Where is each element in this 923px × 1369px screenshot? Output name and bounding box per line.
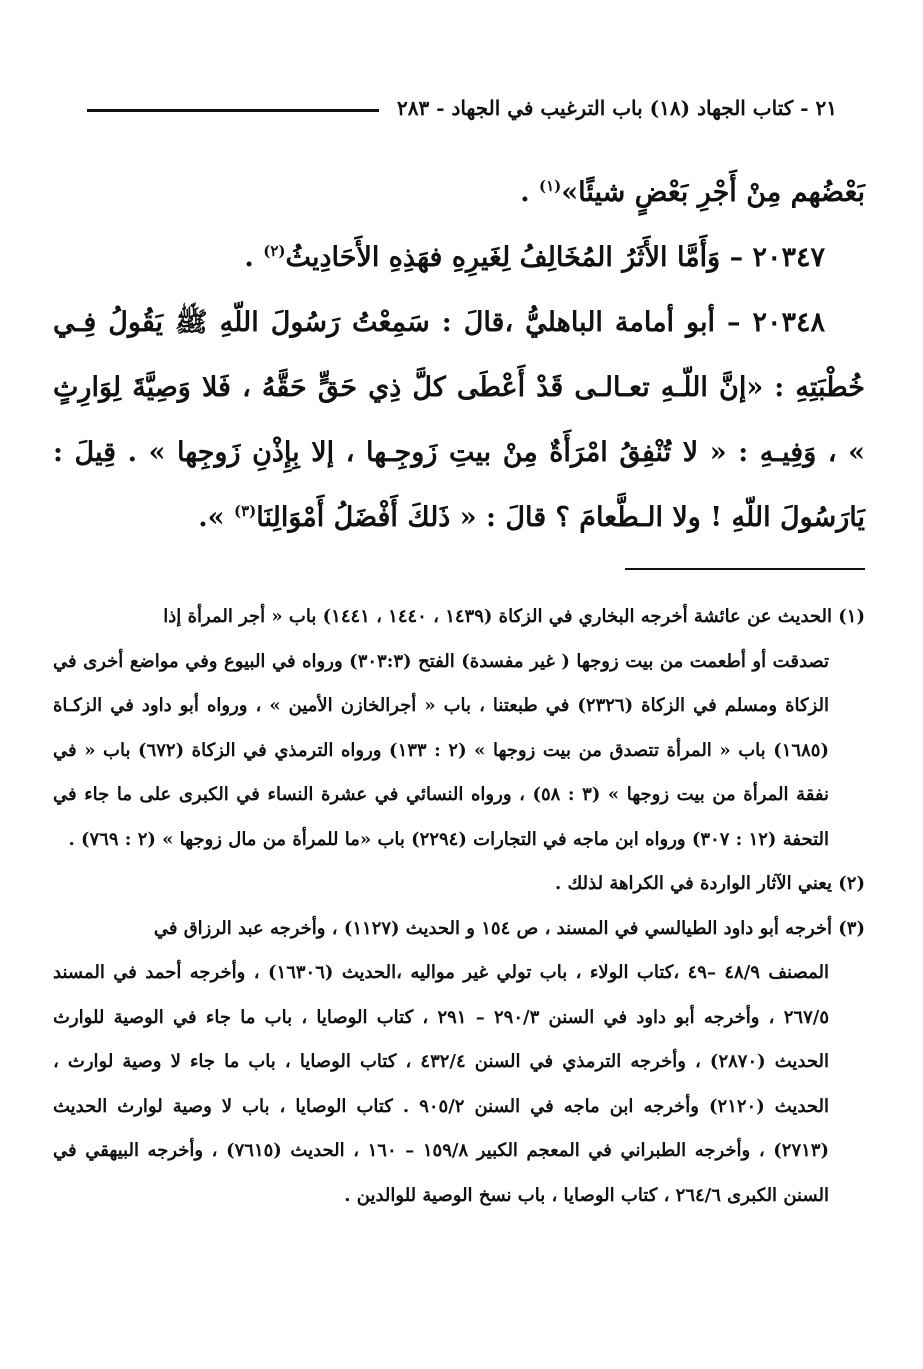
- hadith-2348-end: ».: [198, 502, 234, 533]
- footnote-2: (٢) يعني الآثار الواردة في الكراهة لذلك .: [554, 873, 865, 894]
- footnote-3-rest: المصنف ٤٨/٩ –٤٩ ،كتاب الولاء ، باب تولي غير مواليه ،الحديث (١٦٣٠٦) ، وأخرجه أحمد في المسند ٢٦٧/٥ ، وأخرجه أبو داود في السنن ٢٩٠/٣ – ٢٩١ ، كتاب الوصايا ، باب ما جاء في الوصية للوارث الحديث (٢٨٧٠) ، وأخرجه الترمذي في السنن ٤٣٢/٤ ، كتاب الوصايا ، باب ما جاء لا وصية لوارث ، الحديث (٢١٢٠) وأخرجه ابن ماجه في السنن ٩٠٥/٢ . كتاب الوصايا ، باب لا وصية لوارث الحديث (٢٧١٣) ، وأخرجه الطبراني في المعجم الكبير ١٥٩/٨ – ١٦٠ ، الحديث (٧٦١٥) ، وأخرجه البيهقي في السنن الكبرى ٢٦٤/٦ ، كتاب الوصايا ، باب نسخ الوصية للوالدين .: [53, 962, 829, 1206]
- main-text: [53, 160, 865, 550]
- footnote-1-first: (١) الحديث عن عائشة أخرجه البخاري في الزكاة (١٤٣٩ ، ١٤٤٠ ، ١٤٤١) باب « أجر المرأة إذا: [163, 606, 865, 627]
- footnote-ref-1: (١): [539, 177, 562, 195]
- footnotes: [53, 595, 865, 1218]
- hadith-2347-text: ٢٠٣٤٧ – وَأَمَّا الأَثَرُ المُخَالِفُ لِغَيرِهِ فهَذِهِ الأَحَادِيثُ: [285, 242, 825, 273]
- hadith-2347: [53, 225, 865, 290]
- header-rule: [87, 109, 379, 112]
- continued-text: بَعْضُهم مِنْ أَجْرِ بَعْضٍ شيئًا»: [561, 177, 865, 208]
- footnote-ref-2: (٢): [263, 242, 286, 260]
- hadith-2348-text: ٢٠٣٤٨ – أبو أمامة الباهليُّ ،قالَ : سَمِعْتُ رَسُولَ اللّهِ ﷺ يَقُولُ فِـي خُطْبَتِهِ : «إنَّ اللّـهِ تعـالـى قَدْ أَعْطَى كلَّ ذِي حَقٍّ حَقَّهُ ، فَلا وَصِيَّةَ لِوَارِثٍ » ، وَفِيـهِ : « لا تُنْفِقُ امْرَأَةٌ مِنْ بيتِ زَوجِـها ، إلا بِإِذْنِ زَوجِها » . قِيلَ : يَارَسُولَ اللّهِ ! ولا الـطَّعامَ ؟ قالَ : « ذَلكَ أَفْضَلُ أَمْوَالِنَا: [53, 307, 865, 533]
- footnote-separator: [625, 568, 865, 570]
- footnote-1-rest: تصدقت أو أطعمت من بيت زوجها ( غير مفسدة) الفتح (٣٠٣:٣) ورواه في البيوع وفي مواضع أخرى في الزكاة ومسلم في الزكاة (٢٣٢٦) في طبعتنا ، باب « أجرالخازن الأمين » ، ورواه أبو داود في الزكـاة (١٦٨٥) باب « المرأة تتصدق من بيت زوجها » (٢ : ١٣٣) ورواه الترمذي في الزكاة (٦٧٢) باب « في نفقة المرأة من بيت زوجها » (٣ : ٥٨) ، ورواه النسائي في عشرة النساء في الكبرى على ما جاء في التحفة (١٢ : ٣٠٧) ورواه ابن ماجه في التجارات (٢٢٩٤) باب «ما للمرأة من مال زوجها » (٢ : ٧٦٩) .: [53, 650, 830, 850]
- running-header: [87, 88, 837, 128]
- footnote-ref-3: (٣): [233, 502, 257, 520]
- continued-end: .: [520, 177, 539, 208]
- header-title: ٢١ - كتاب الجهاد (١٨) باب الترغيب في الجهاد - ٢٨٣: [397, 96, 837, 120]
- hadith-2347-end: .: [244, 242, 264, 273]
- continued-line: [53, 160, 865, 225]
- hadith-2348: [53, 290, 865, 550]
- footnote-3-first: (٣) أخرجه أبو داود الطيالسي في المسند ، ص ١٥٤ و الحديث (١١٢٧) ، وأخرجه عبد الرزاق في: [153, 917, 865, 939]
